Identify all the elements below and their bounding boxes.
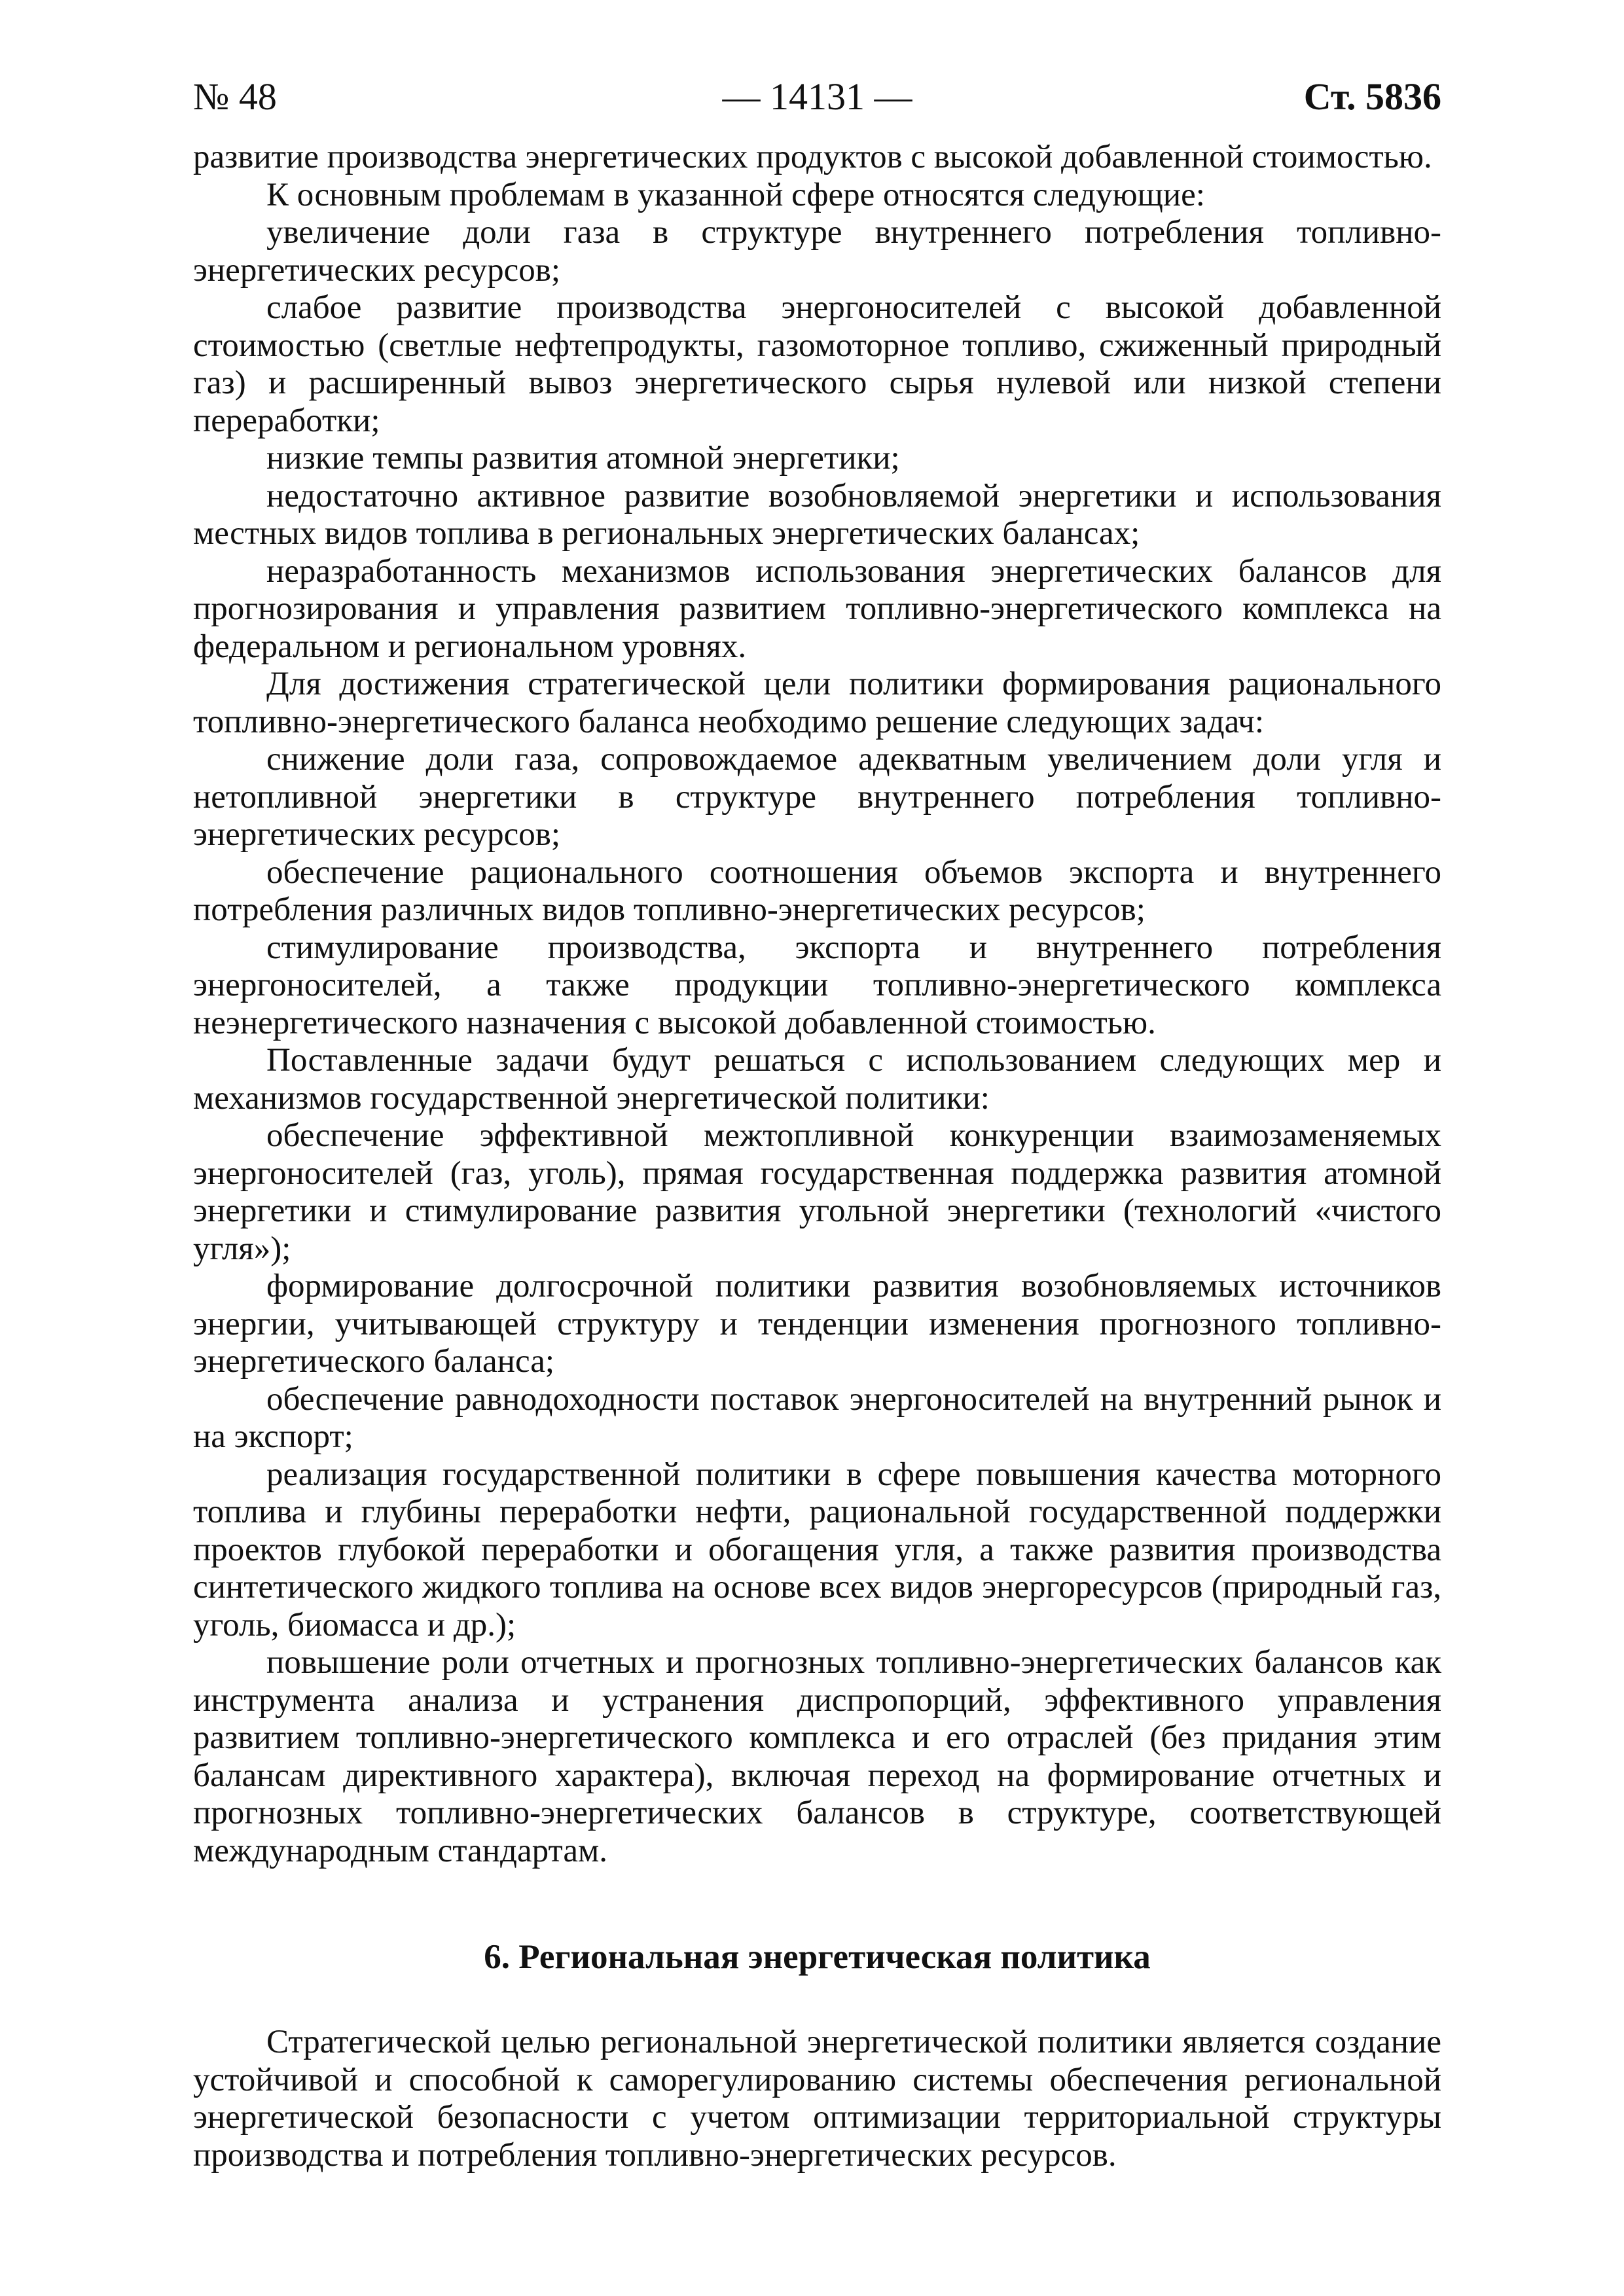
paragraph: Стратегической целью региональной энергетической политики является создание устойчивой и способной к саморегулированию системы обеспечения региональной энергетической безопасности с учетом оптимизации территориальной структуры производства и потребления топливно-энергетических ресурсов. (193, 2024, 1441, 2174)
paragraph: обеспечение рационального соотношения объемов экспорта и внутреннего потребления различных видов топливно-энергетических ресурсов; (193, 853, 1441, 928)
paragraph: обеспечение эффективной межтопливной конкуренции взаимозаменяемых энергоносителей (газ, уголь), прямая государственная поддержка развития атомной энергетики и стимулирование развития угольной энергетики (технологий «чистого угля»); (193, 1117, 1441, 1267)
paragraph: формирование долгосрочной политики развития возобновляемых источников энергии, учитывающей структуру и тенденции изменения прогнозного топливно-энергетического баланса; (193, 1268, 1441, 1380)
document-body (193, 139, 1441, 2174)
paragraph: повышение роли отчетных и прогнозных топливно-энергетических балансов как инструмента анализа и устранения диспропорций, эффективного управления развитием топливно-энергетического комплекса и его отраслей (без придания этим балансам директивного характера), включая переход на формирование отчетных и прогнозных топливно-энергетических балансов в структуре, соответствующей международным стандартам. (193, 1644, 1441, 1869)
paragraph: неразработанность механизмов использования энергетических балансов для прогнозирования и управления развитием топливно-энергетического комплекса на федеральном и региональном уровнях. (193, 552, 1441, 665)
paragraph: обеспечение равнодоходности поставок энергоносителей на внутренний рынок и на экспорт; (193, 1380, 1441, 1455)
paragraph: реализация государственной политики в сфере повышения качества моторного топлива и глубины переработки нефти, рациональной государственной поддержки проектов глубокой переработки и обогащения угля, а также развития производства синтетического жидкого топлива на основе всех видов энергоресурсов (природный газ, уголь, биомасса и др.); (193, 1456, 1441, 1643)
article-number: Ст. 5836 (1303, 75, 1441, 118)
paragraph: Для достижения стратегической цели политики формирования рационального топливно-энергетического баланса необходимо решение следующих задач: (193, 666, 1441, 740)
issue-number: № 48 (193, 75, 277, 118)
paragraph: слабое развитие производства энергоносителей с высокой добавленной стоимостью (светлые нефтепродукты, газомоторное топливо, сжиженный природный газ) и расширенный вывоз энергетического сырья нулевой или низкой степени переработки; (193, 289, 1441, 439)
section-heading: 6. Региональная энергетическая политика (484, 1938, 1151, 1976)
paragraph: недостаточно активное развитие возобновляемой энергетики и использования местных видов топлива в региональных энергетических балансах; (193, 477, 1441, 552)
paragraph: увеличение доли газа в структуре внутреннего потребления топливно-энергетических ресурсов; (193, 214, 1441, 289)
paragraph: низкие темпы развития атомной энергетики; (266, 440, 900, 476)
paragraph: развитие производства энергетических продуктов с высокой добавленной стоимостью. (193, 139, 1432, 175)
page-header (193, 71, 1441, 123)
paragraph: К основным проблемам в указанной сфере относятся следующие: (266, 176, 1205, 213)
paragraph: Поставленные задачи будут решаться с использованием следующих мер и механизмов государственной энергетической политики: (193, 1042, 1441, 1117)
paragraph: стимулирование производства, экспорта и внутреннего потребления энергоносителей, а также продукции топливно-энергетического комплекса неэнергетического назначения с высокой добавленной стоимостью. (193, 929, 1441, 1041)
page-number: — 14131 — (722, 75, 912, 118)
paragraph: снижение доли газа, сопровождаемое адекватным увеличением доли угля и нетопливной энергетики в структуре внутреннего потребления топливно-энергетических ресурсов; (193, 741, 1441, 853)
